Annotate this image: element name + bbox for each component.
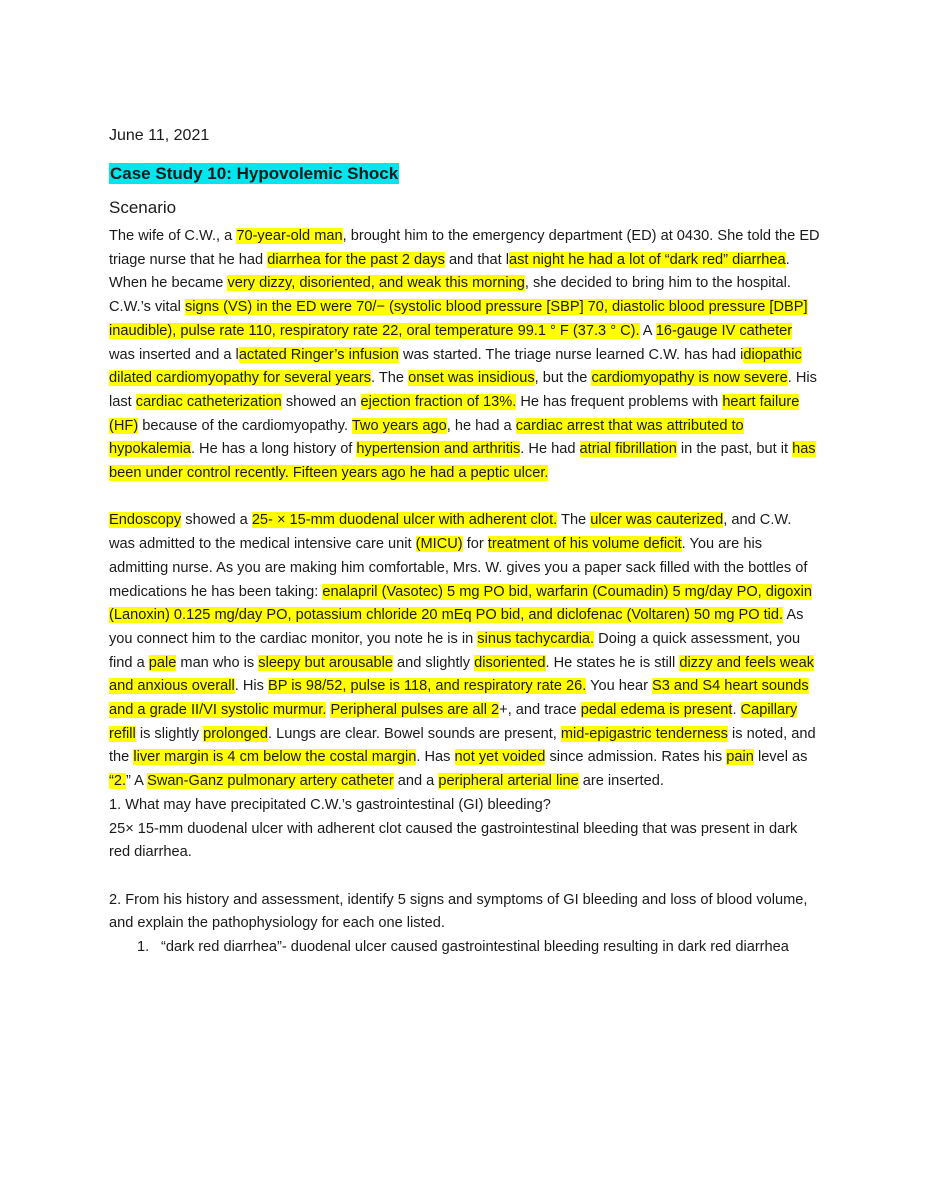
highlighted-text: ejection fraction of 13%.	[360, 393, 517, 410]
question-2: 2. From his history and assessment, identify 5 signs and symptoms of GI bleeding and loss of blood volume, and explain the pathophysiology for each one listed.	[109, 891, 808, 932]
text-run: showed a	[181, 512, 252, 529]
highlighted-text: cardiomyopathy is now severe	[591, 370, 788, 387]
text-run: and slightly	[392, 654, 475, 671]
text-run: , he had a	[446, 417, 516, 434]
highlighted-text: sleepy but arousable	[258, 654, 393, 671]
scenario-paragraph-1	[109, 225, 821, 486]
highlighted-text: actated Ringer’s infusion	[238, 346, 399, 363]
text-run: showed an	[281, 393, 361, 410]
highlighted-text: onset was insidious	[408, 370, 535, 387]
text-run: A	[639, 322, 656, 339]
highlighted-text: disoriented	[474, 654, 546, 671]
text-run: . Lungs are clear. Bowel sounds are present,	[268, 725, 561, 742]
highlighted-text: 16-gauge IV catheter	[655, 322, 793, 339]
highlighted-text: prolonged	[203, 725, 268, 742]
highlighted-text: Capillary refill	[109, 702, 798, 742]
list-item-text: “dark red diarrhea”- duodenal ulcer caused gastrointestinal bleeding resulting in dark red diarrhea	[161, 939, 789, 956]
scenario-paragraph-2	[109, 509, 821, 793]
text-run: for	[462, 536, 488, 553]
highlighted-text: peripheral arterial line	[438, 773, 579, 790]
text-run: was inserted and a l	[109, 346, 239, 363]
text-run: . His last	[109, 370, 817, 410]
highlighted-text: atrial fibrillation	[579, 441, 677, 458]
text-run: . Has	[416, 749, 455, 766]
highlighted-text: very dizzy, disoriented, and weak this morning	[227, 275, 525, 292]
text-run: in the past, but it	[676, 441, 793, 458]
highlighted-text: hypertension and arthritis	[356, 441, 521, 458]
highlighted-text: pedal edema is present	[580, 702, 733, 719]
highlighted-text: Swan-Ganz pulmonary artery catheter	[147, 773, 394, 790]
text-run: The wife of C.W., a	[109, 228, 237, 244]
text-run: is noted, and the	[109, 725, 816, 766]
highlighted-text: signs (VS) in the ED were 70/− (systolic blood pressure [SBP] 70, diastolic blood pressure [DBP] inaudible), pulse rate 110, respiratory rate 22, oral temperature 99.1 ° F (37.3 ° C).	[109, 299, 808, 339]
highlighted-text: BP is 98/52, pulse is 118, and respiratory rate 26.	[268, 678, 587, 695]
highlighted-text: has been under control recently. Fifteen years ago he had a peptic ulcer.	[109, 441, 816, 482]
highlighted-text: not yet voided	[454, 749, 546, 766]
text-run: level as	[753, 749, 808, 766]
section-heading-scenario: Scenario	[109, 198, 177, 217]
highlighted-text: cardiac catheterization	[135, 393, 282, 410]
list-item-number: 1.	[137, 939, 150, 956]
text-run: man who is	[176, 654, 259, 671]
question-1: 1. What may have precipitated C.W.’s gastrointestinal (GI) bleeding?	[109, 796, 551, 813]
text-run: is slightly	[135, 725, 204, 742]
text-run: since admission. Rates his	[545, 749, 727, 766]
highlighted-text: sinus tachycardia.	[477, 630, 595, 647]
text-run: are inserted.	[578, 773, 664, 790]
text-run: . His	[234, 678, 268, 695]
text-run: +, and trace	[499, 702, 581, 719]
text-run: . When he became	[109, 251, 790, 292]
highlighted-text: pain	[726, 749, 754, 766]
highlighted-text: heart failure (HF)	[109, 393, 800, 434]
text-run: . You are his admitting nurse. As you are making him comfortable, Mrs. W. gives you a paper sack filled with the bottles of medications he has been taking:	[109, 536, 808, 600]
text-run: . He had	[520, 441, 580, 458]
highlighted-text: mid-epigastric tenderness	[560, 725, 728, 742]
text-run: and a	[393, 773, 439, 790]
highlighted-text: cardiac arrest that was attributed to hypokalemia	[109, 417, 744, 458]
highlighted-text: liver margin is 4 cm below the costal margin	[133, 749, 417, 766]
highlighted-text: ast night he had a lot of “dark red” diarrhea	[509, 251, 786, 268]
highlighted-text: enalapril (Vasotec) 5 mg PO bid, warfarin (Coumadin) 5 mg/day PO, digoxin (Lanoxin) 0.125 mg/day PO, potassium chloride 20 mEq PO bid, and diclofenac (Voltaren) 50 mg PO tid.	[109, 583, 813, 624]
text-run: Doing a quick assessment, you find a	[109, 630, 801, 671]
text-run: . He has a long history of	[190, 441, 357, 458]
highlighted-text: Peripheral pulses are all 2	[330, 702, 500, 719]
text-run: The	[557, 512, 591, 529]
highlighted-text: diopathic dilated cardiomyopathy for several years	[109, 346, 802, 387]
document-body	[109, 124, 821, 960]
highlighted-text: pale	[148, 654, 177, 671]
highlighted-text: (MICU)	[415, 536, 463, 553]
text-run: , and C.W. was admitted to the medical intensive care unit	[109, 512, 792, 553]
text-run: As you connect him to the cardiac monitor, you note he is in	[109, 607, 804, 647]
text-run: because of the cardiomyopathy.	[138, 417, 352, 434]
paragraph-spacer	[109, 865, 821, 889]
highlighted-text: diarrhea for the past 2 days	[267, 251, 445, 268]
answer-2-list	[109, 936, 821, 960]
text-run: He has frequent problems with	[516, 393, 723, 410]
highlighted-text: Endoscopy	[109, 512, 182, 529]
text-run: , brought him to the emergency department (ED) at 0430. She told the ED triage nurse that he had	[109, 228, 820, 268]
list-item	[109, 936, 821, 960]
text-run: ” A	[126, 773, 148, 790]
highlighted-text: ulcer was cauterized	[590, 512, 724, 529]
text-run: , she decided to bring him to the hospital. C.W.’s vital	[109, 275, 791, 316]
document-date: June 11, 2021	[109, 127, 210, 144]
highlighted-text: 70-year-old man	[236, 228, 343, 244]
case-study-title	[109, 162, 821, 186]
text-run: and that l	[444, 251, 509, 268]
highlighted-text: dizzy and feels weak and anxious overall	[109, 654, 814, 695]
text-run: . The	[371, 370, 409, 387]
title-highlight: Case Study 10: Hypovolemic Shock	[110, 164, 399, 183]
highlighted-text: S3 and S4 heart sounds and a grade II/VI systolic murmur.	[109, 678, 809, 719]
highlighted-text: “2.	[109, 773, 127, 790]
highlighted-text: Two years ago	[351, 417, 447, 434]
text-run: was started. The triage nurse learned C.W. has had i	[398, 346, 744, 363]
text-run: , but the	[534, 370, 592, 387]
answer-1: 25× 15-mm duodenal ulcer with adherent clot caused the gastrointestinal bleeding that was present in dark red diarrhea.	[109, 820, 798, 861]
highlighted-text: treatment of his volume deficit	[487, 536, 682, 553]
paragraph-spacer	[109, 486, 821, 510]
text-run: You hear	[586, 678, 653, 695]
highlighted-text: 25- × 15-mm duodenal ulcer with adherent clot.	[251, 512, 558, 529]
text-run: .	[732, 702, 741, 719]
text-run: . He states he is still	[545, 654, 680, 671]
